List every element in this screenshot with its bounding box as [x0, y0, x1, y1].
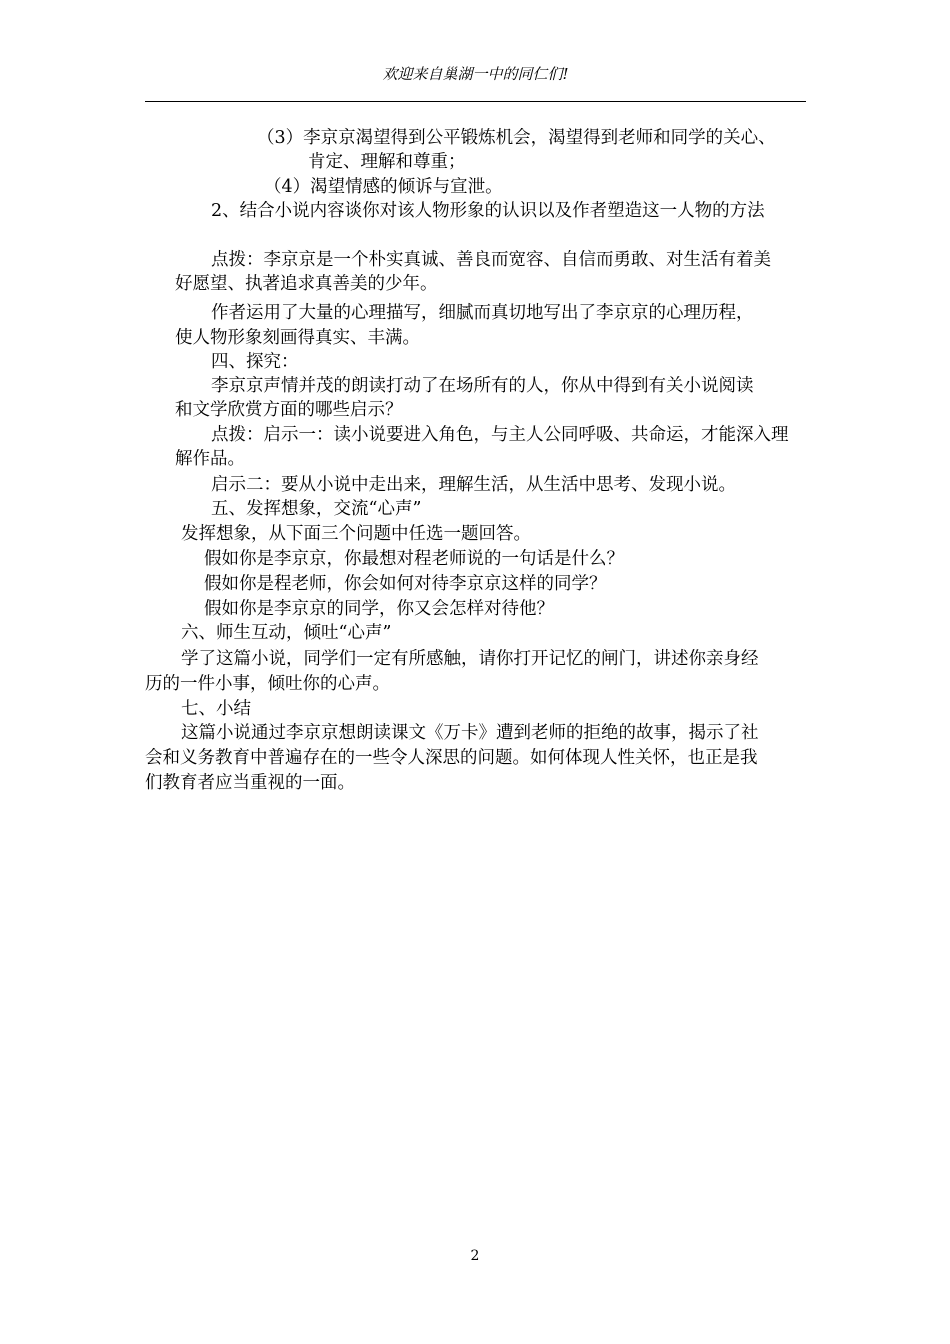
- section-heading: 五、发挥想象，交流“心声”: [211, 499, 422, 519]
- text-line: 假如你是程老师，你会如何对待李京京这样的同学？: [204, 574, 607, 594]
- text-line: 点拨：启示一：读小说要进入角色，与主人公同呼吸、共命运，才能深入理: [211, 425, 789, 445]
- page-header: 欢迎来自巢湖一中的同仁们!: [382, 65, 569, 83]
- text-line: 2、结合小说内容谈你对该人物形象的认识以及作者塑造这一人物的方法: [211, 201, 765, 221]
- text-line: 解作品。: [175, 449, 245, 469]
- text-line: 学了这篇小说，同学们一定有所感触，请你打开记忆的闸门，讲述你亲身经: [181, 649, 759, 669]
- text-line: （4）渴望情感的倾诉与宣泄。: [264, 177, 503, 197]
- text-line: 作者运用了大量的心理描写，细腻而真切地写出了李京京的心理历程，: [211, 303, 754, 323]
- text-line: 们教育者应当重视的一面。: [145, 773, 355, 793]
- text-line: 这篇小说通过李京京想朗读课文《万卡》遭到老师的拒绝的故事，揭示了社: [181, 723, 759, 743]
- text-line: 点拨：李京京是一个朴实真诚、善良而宽容、自信而勇敢、对生活有着美: [211, 250, 771, 270]
- text-line: 使人物形象刻画得真实、丰满。: [175, 328, 420, 348]
- text-line: 肯定、理解和尊重；: [308, 152, 466, 172]
- section-heading: 四、探究：: [211, 352, 299, 372]
- text-line: 启示二：要从小说中走出来，理解生活，从生活中思考、发现小说。: [211, 475, 736, 495]
- page-number: 2: [470, 1248, 480, 1264]
- text-line: 李京京声情并茂的朗读打动了在场所有的人，你从中得到有关小说阅读: [211, 376, 754, 396]
- text-line: 好愿望、执著追求真善美的少年。: [175, 274, 438, 294]
- text-line: （3）李京京渴望得到公平锻炼机会，渴望得到老师和同学的关心、: [257, 128, 776, 148]
- text-line: 历的一件小事，倾吐你的心声。: [145, 674, 390, 694]
- text-line: 假如你是李京京的同学，你又会怎样对待他？: [204, 599, 554, 619]
- section-heading: 六、师生互动，倾吐“心声”: [181, 623, 392, 643]
- text-line: 会和义务教育中普遍存在的一些令人深思的问题。如何体现人性关怀，也正是我: [145, 748, 758, 768]
- section-heading: 七、小结: [181, 699, 251, 719]
- header-rule: [145, 101, 806, 102]
- text-line: 和文学欣赏方面的哪些启示？: [175, 400, 403, 420]
- text-line: 假如你是李京京，你最想对程老师说的一句话是什么？: [204, 549, 624, 569]
- text-line: 发挥想象，从下面三个问题中任选一题回答。: [181, 524, 531, 544]
